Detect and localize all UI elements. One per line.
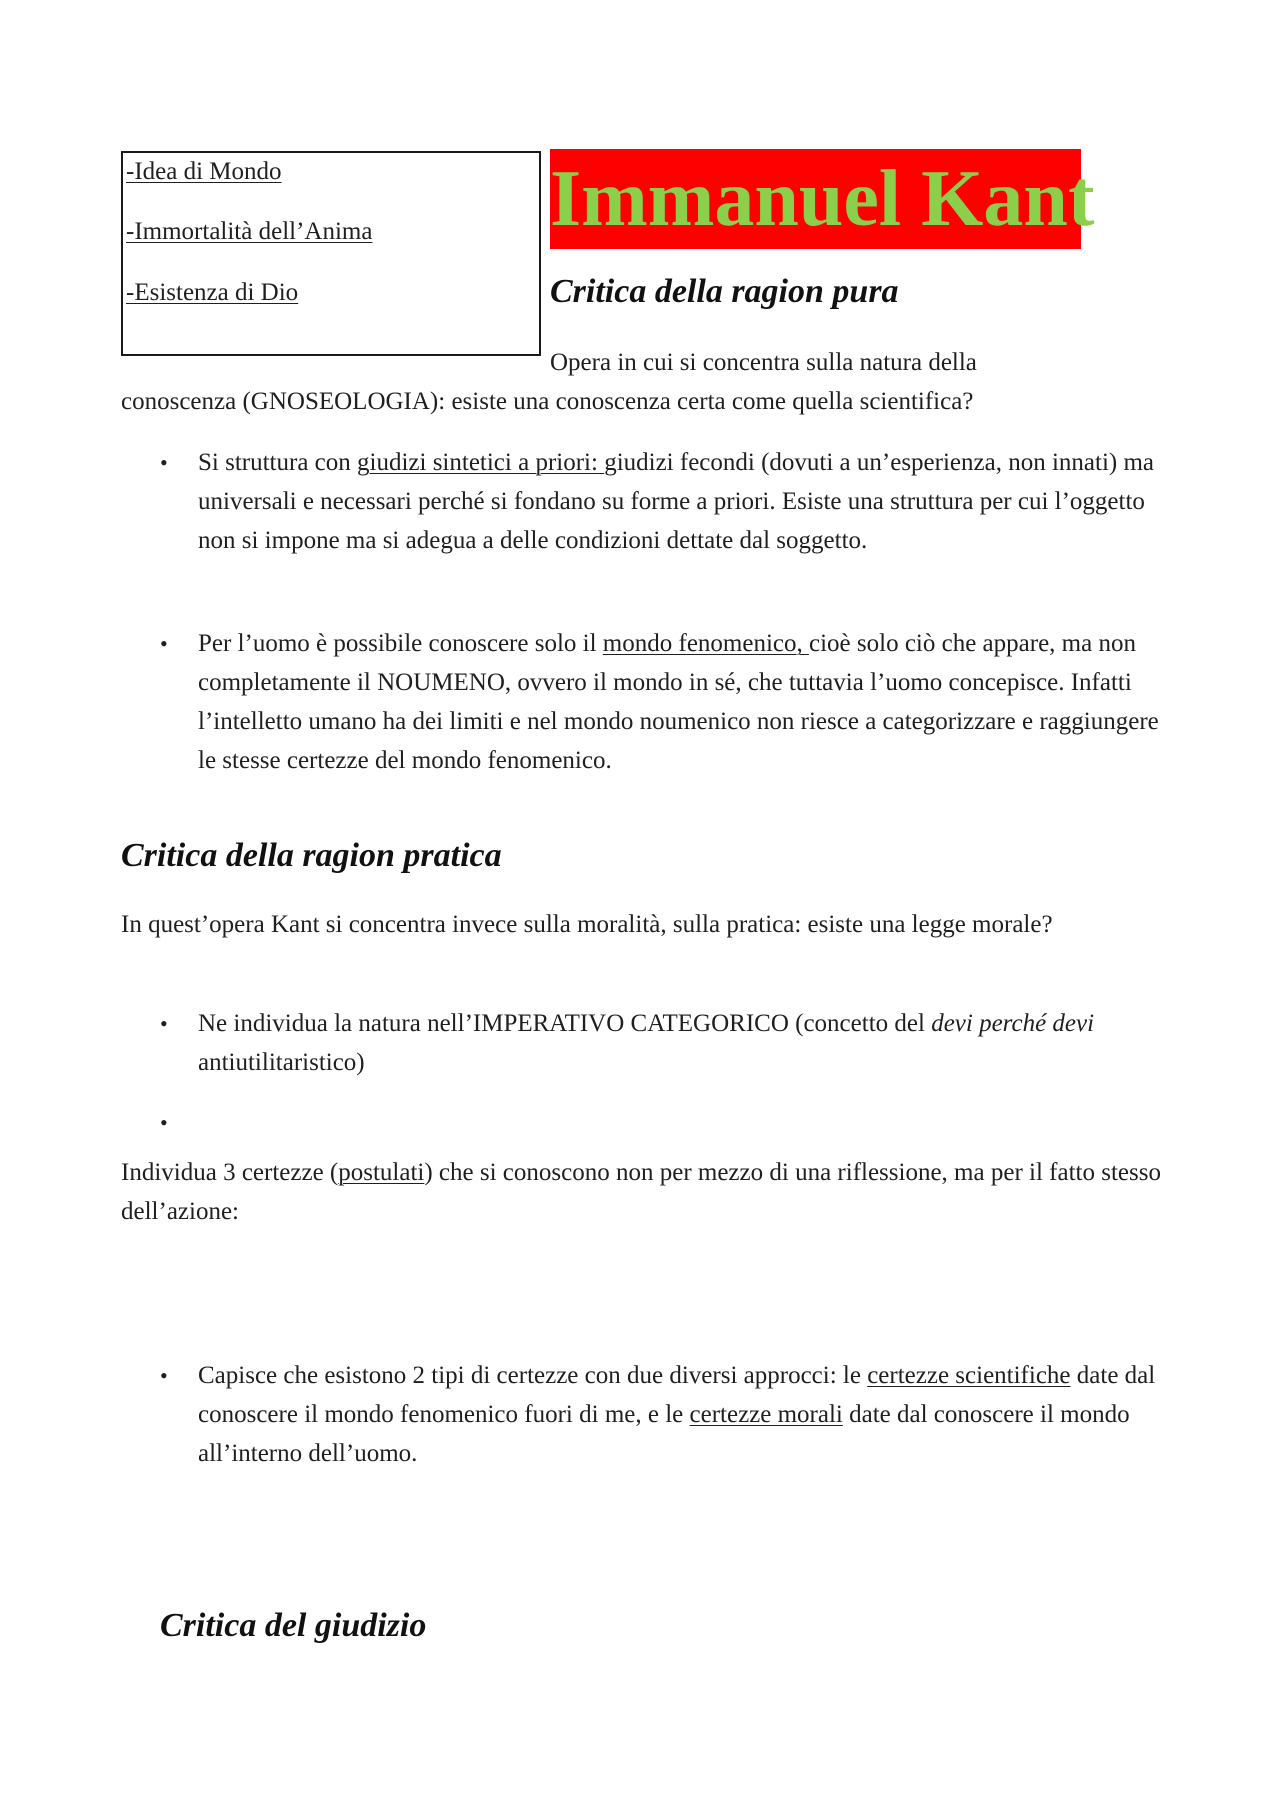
box-item-esistenza-dio: -Esistenza di Dio (126, 279, 299, 306)
bullet-imperativo-pre: Ne individua la natura nell’IMPERATIVO CATEGORICO (concetto del (198, 1010, 932, 1037)
bullet-glyph: • (160, 1363, 168, 1388)
bullet-glyph: • (160, 631, 168, 656)
pratica-intro: In quest’opera Kant si concentra invece sulla moralità, sulla pratica: esiste una legge morale? (121, 911, 1053, 938)
bullet-glyph: • (160, 450, 168, 475)
postulates-box (121, 151, 541, 356)
heading-ragion-pura: Critica della ragion pura (550, 273, 899, 310)
term-postulati: postulati (338, 1159, 425, 1186)
bullet-certezze-mid: date dal conoscere il mondo fenomenico fuori di me, e le (198, 1362, 1156, 1428)
bullet-certezze (198, 1356, 1178, 1473)
postulati-rest: ) che si conoscono non per mezzo di una riflessione, ma per il fatto stesso dell’azione: (121, 1159, 1161, 1225)
term-mondo-fenomenico: mondo fenomenico, (602, 630, 809, 657)
bullet-glyph: • (160, 1011, 168, 1036)
bullet-fenomenico-rest: cioè solo ciò che appare, ma non completamente il NOUMENO, ovvero il mondo in sé, che tuttavia l’uomo concepisce. Infatti l’intelletto umano ha dei limiti e nel mondo noumenico non riesce a categorizzare e raggiungere le stesse certezze del mondo fenomenico. (198, 630, 1159, 774)
box-item-idea-di-mondo: -Idea di Mondo (126, 158, 282, 185)
bullet-giudizi (198, 443, 1178, 560)
bullet-certezze-pre: Capisce che esistono 2 tipi di certezze con due diversi approcci: le (198, 1362, 868, 1389)
heading-ragion-pratica: Critica della ragion pratica (121, 837, 502, 874)
heading-giudizio: Critica del giudizio (160, 1607, 427, 1644)
empty-bullet-glyph: • (160, 1110, 168, 1135)
bullet-certezze-rest: date dal conoscere il mondo all’interno dell’uomo. (198, 1401, 1130, 1467)
box-item-immortalita: -Immortalità dell’Anima (126, 218, 373, 245)
bullet-fenomenico (198, 624, 1178, 780)
page-title: Immanuel Kant (550, 155, 1095, 243)
postulati-paragraph (121, 1153, 1171, 1231)
term-giudizi-sintetici: giudizi sintetici a priori: (357, 449, 605, 476)
term-devi-perche-devi: devi perché devi (931, 1010, 1095, 1037)
bullet-imperativo-rest: antiutilitaristico) (198, 1049, 365, 1076)
postulati-pre: Individua 3 certezze ( (121, 1159, 339, 1186)
intro-line-1: Opera in cui si concentra sulla natura della (550, 349, 977, 376)
term-certezze-scientifiche: certezze scientifiche (867, 1362, 1071, 1389)
intro-line-2: conoscenza (GNOSEOLOGIA): esiste una conoscenza certa come quella scientifica? (121, 388, 974, 415)
bullet-imperativo (198, 1004, 1178, 1082)
term-certezze-morali: certezze morali (689, 1401, 843, 1428)
bullet-giudizi-pre: Si struttura con (198, 449, 358, 476)
bullet-fenomenico-pre: Per l’uomo è possibile conoscere solo il (198, 630, 603, 657)
bullet-giudizi-rest: giudizi fecondi (dovuti a un’esperienza, non innati) ma universali e necessari perché si fondano su forme a priori. Esiste una struttura per cui l’oggetto non si impone ma si adegua a delle condizioni dettate dal soggetto. (198, 449, 1155, 554)
